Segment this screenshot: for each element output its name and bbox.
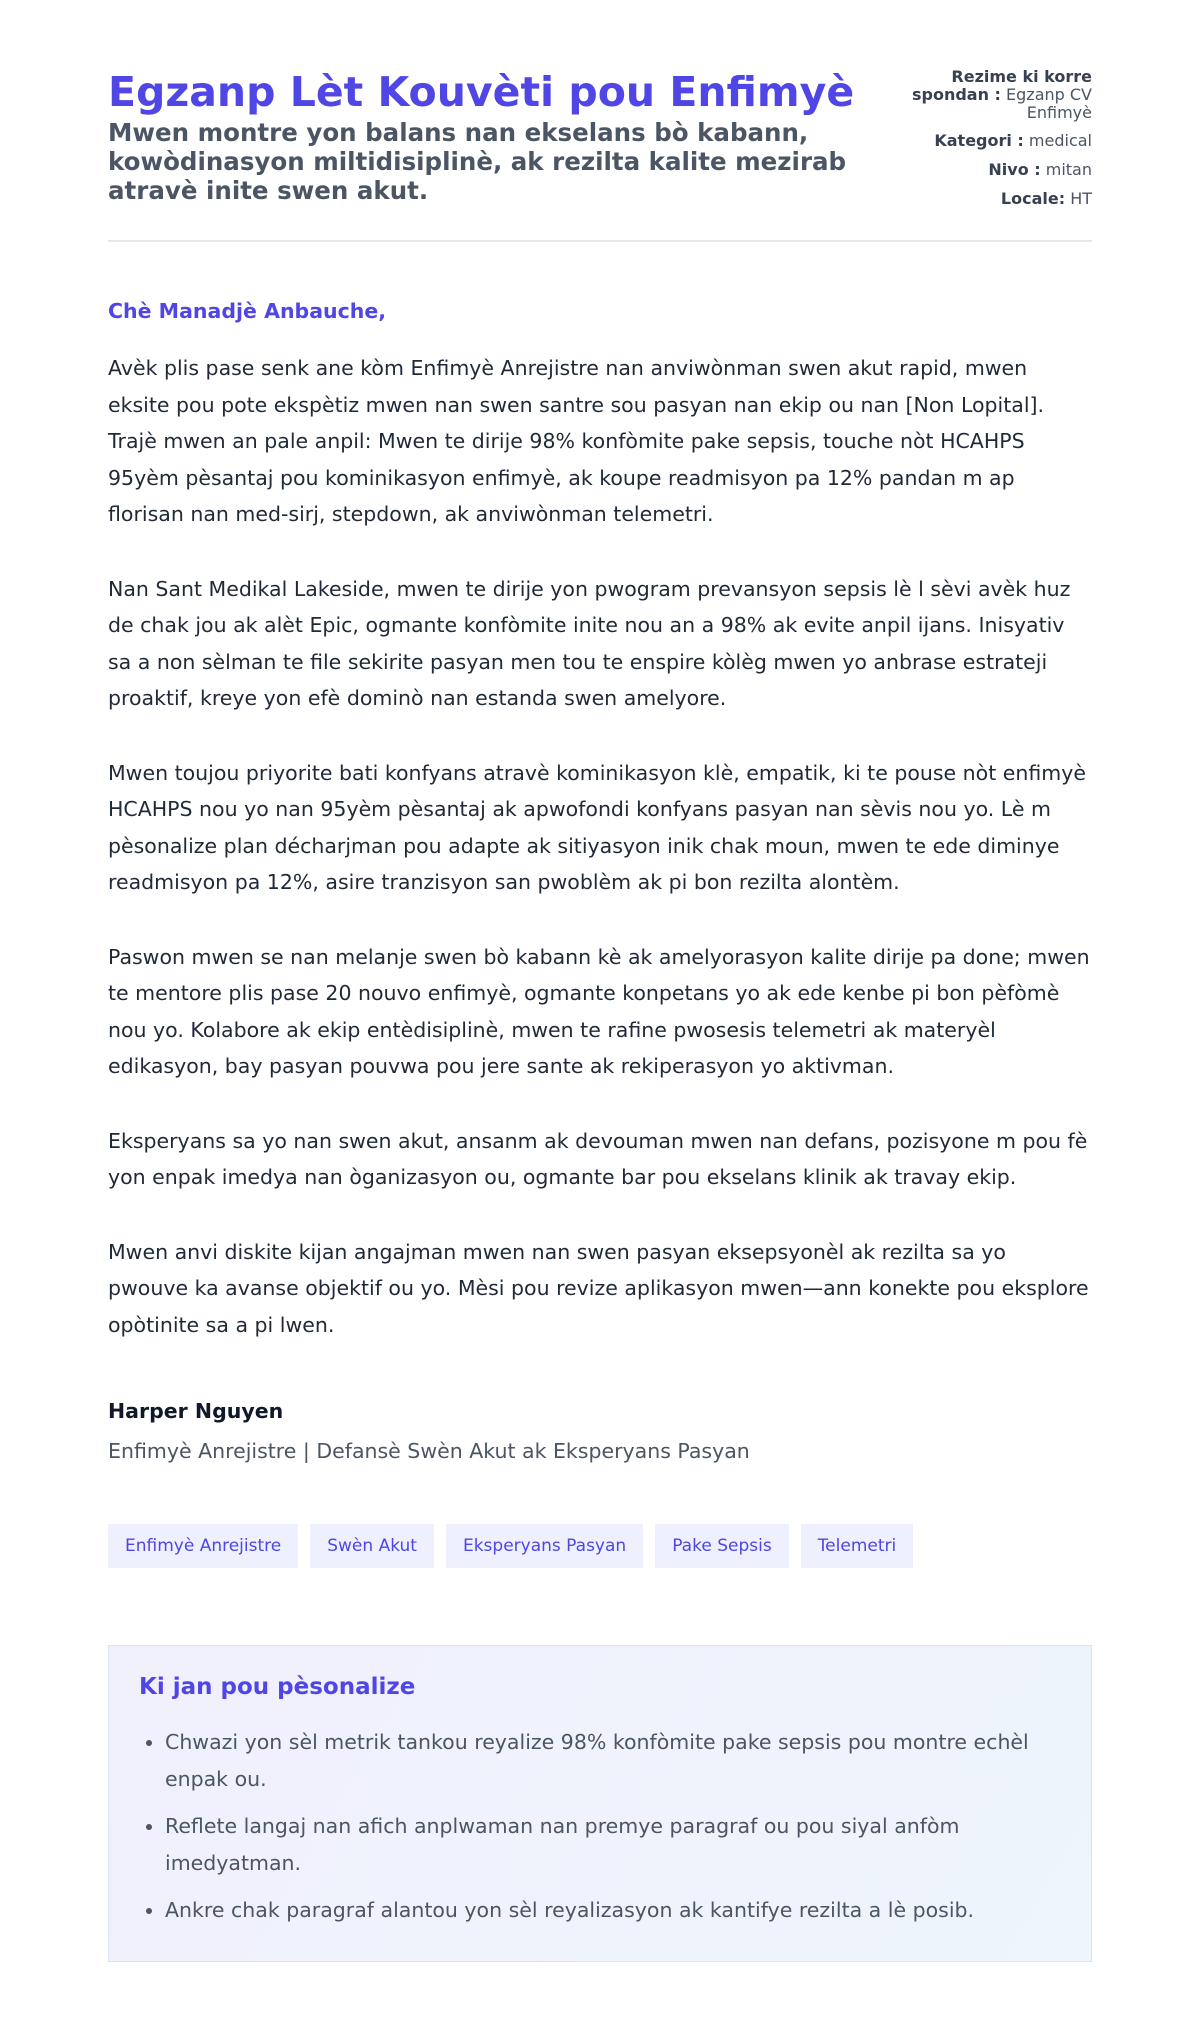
tip-item: • Reflete langaj nan afich anplwaman nan premye paragraf ou pou siyal anfòm imedyatman. bbox=[165, 1808, 1061, 1882]
meta-panel bbox=[897, 68, 1092, 218]
tips-title: Ki jan pou pèsonalize bbox=[139, 1674, 416, 1700]
meta-summary bbox=[897, 68, 1092, 122]
letter-paragraph: Mwen anvi diskite kijan angajman mwen nan swen pasyan eksepsyonèl ak rezilta sa yo pwouve ka avanse objektif ou yo. Mèsi pou revize aplikasyon mwen—ann konekte pou eksplore opòtinite sa a pi lwen. bbox=[108, 1239, 1089, 1337]
tip-item: • Chwazi yon sèl metrik tankou reyalize 98% konfòmite pake sepsis pou montre echèl enpak ou. bbox=[165, 1724, 1061, 1798]
letter-paragraph: Avèk plis pase senk ane kòm Enfimyè Anrejistre nan anviwònman swen akut rapid, mwen eksite pou pote ekspètiz mwen nan swen santre sou pasyan nan ekip ou nan [Non Lopital]. Trajè mwen an pale anpil: Mwen te dirije 98% konfòmite pake sepsis, touche nòt HCAHPS 95yèm pèsantaj pou kominikasyon enfimyè, ak koupe readmisyon pa 12% pandan m ap florisan nan med-sirj, stepdown, ak anviwònman telemetri. bbox=[108, 356, 1045, 526]
signature-block bbox=[108, 1398, 1092, 1464]
tip-item: • Ankre chak paragraf alantou yon sèl reyalizasyon ak kantifye rezilta a lè posib. bbox=[165, 1892, 1061, 1929]
meta-summary-value: Egzanp CV Enfimyè bbox=[1006, 85, 1092, 122]
meta-locale-value: HT bbox=[1070, 189, 1092, 208]
page-subtitle: Mwen montre yon balans nan ekselans bò kabann, kowòdinasyon miltidisiplinè, ak rezilta kalite mezirab atravè inite swen akut. bbox=[108, 118, 847, 205]
tag-acute-care[interactable]: Swèn Akut bbox=[310, 1524, 434, 1568]
tag-telemetry[interactable]: Telemetri bbox=[801, 1524, 914, 1568]
meta-summary-key: Rezime ki korre spondan : bbox=[911, 67, 1092, 104]
tips-list bbox=[139, 1724, 1061, 1929]
letter-body bbox=[108, 350, 1092, 1343]
signature-name: Harper Nguyen bbox=[108, 1399, 284, 1423]
tag-sepsis-bundle[interactable]: Pake Sepsis bbox=[655, 1524, 789, 1568]
meta-category-key: Kategori : bbox=[934, 131, 1024, 150]
salutation: Chè Manadjè Anbauche, bbox=[108, 299, 387, 323]
meta-level bbox=[897, 160, 1092, 180]
letter-header bbox=[108, 0, 1092, 242]
tag-list bbox=[108, 1524, 1092, 1568]
letter-paragraph: Nan Sant Medikal Lakeside, mwen te dirije yon pwogram prevansyon sepsis lè l sèvi avèk huz de chak jou ak alèt Epic, ogmante konfòmite inite nou an a 98% ak evite anpil ijans. Inisyativ sa a non sèlman te file sekirite pasyan men tou te enspire kòlèg mwen yo anbrase estrateji proaktif, kreye yon efè dominò nan estanda swen amelyore. bbox=[108, 576, 1071, 710]
meta-level-value: mitan bbox=[1045, 160, 1092, 179]
meta-level-key: Nivo : bbox=[988, 160, 1041, 179]
meta-category bbox=[897, 131, 1092, 151]
meta-category-value: medical bbox=[1028, 131, 1092, 150]
tag-registered-nurse[interactable]: Enfimyè Anrejistre bbox=[108, 1524, 298, 1568]
meta-locale-key: Locale: bbox=[1000, 189, 1066, 208]
letter-paragraph: Paswon mwen se nan melanje swen bò kabann kè ak amelyorasyon kalite dirije pa done; mwen te mentore plis pase 20 nouvo enfimyè, ogmante konpetans yo ak ede kenbe pi bon pèfòmè nou yo. Kolabore ak ekip entèdisiplinè, mwen te rafine pwosesis telemetri ak materyèl edikasyon, bay pasyan pouvwa pou jere sante ak rekiperasyon yo aktivman. bbox=[108, 944, 1090, 1078]
customize-tips-box bbox=[108, 1645, 1092, 1962]
signature-role: Enfimyè Anrejistre | Defansè Swèn Akut ak Eksperyans Pasyan bbox=[108, 1439, 750, 1463]
meta-locale bbox=[897, 189, 1092, 209]
letter-paragraph: Eksperyans sa yo nan swen akut, ansanm ak devouman mwen nan defans, pozisyone m pou fè yon enpak imedya nan òganizasyon ou, ogmante bar pou ekselans klinik ak travay ekip. bbox=[108, 1128, 1088, 1189]
letter-paragraph: Mwen toujou priyorite bati konfyans atravè kominikasyon klè, empatik, ki te pouse nòt enfimyè HCAHPS nou yo nan 95yèm pèsantaj ak apwofondi konfyans pasyan nan sèvis nou yo. Lè m pèsonalize plan décharjman pou adapte ak sitiyasyon inik chak moun, mwen te ede diminye readmisyon pa 12%, asire tranzisyon san pwoblèm ak pi bon rezilta alontèm. bbox=[108, 760, 1086, 894]
tag-patient-experience[interactable]: Eksperyans Pasyan bbox=[446, 1524, 643, 1568]
page-title: Egzanp Lèt Kouvèti pou Enfimyè bbox=[108, 68, 855, 116]
